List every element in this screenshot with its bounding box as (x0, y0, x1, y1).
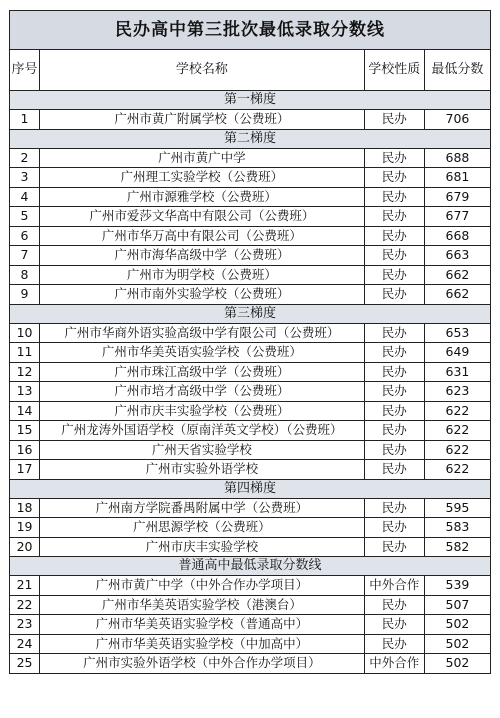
table-row (10, 518, 491, 538)
cell-type: 民办 (364, 246, 424, 266)
cell-school: 广州市珠江高级中学（公费班） (40, 362, 365, 382)
cell-score: 583 (424, 518, 490, 538)
cell-school: 广州市黄广中学 (40, 148, 365, 168)
table-row (10, 440, 491, 460)
cell-type: 民办 (364, 518, 424, 538)
cell-school: 广州市华商外语实验高级中学有限公司（公费班） (40, 323, 365, 343)
cell-score: 623 (424, 382, 490, 402)
cell-no: 19 (10, 518, 40, 538)
table-row (10, 595, 491, 615)
cell-no: 3 (10, 168, 40, 188)
cell-score: 706 (424, 110, 490, 130)
cell-type: 民办 (364, 460, 424, 480)
section-label: 第四梯度 (10, 479, 491, 498)
cell-score: 502 (424, 654, 490, 674)
cell-no: 5 (10, 207, 40, 227)
cell-no: 9 (10, 285, 40, 305)
cell-score: 649 (424, 343, 490, 363)
cell-no: 13 (10, 382, 40, 402)
cell-score: 539 (424, 576, 490, 596)
cell-no: 7 (10, 246, 40, 266)
cell-score: 502 (424, 615, 490, 635)
cell-no: 2 (10, 148, 40, 168)
cell-type: 民办 (364, 343, 424, 363)
cell-type: 民办 (364, 634, 424, 654)
cell-score: 677 (424, 207, 490, 227)
cell-score: 653 (424, 323, 490, 343)
cell-score: 681 (424, 168, 490, 188)
cell-no: 20 (10, 537, 40, 557)
cell-no: 15 (10, 421, 40, 441)
cell-school: 广州市庆丰实验学校（公费班） (40, 401, 365, 421)
cell-no: 17 (10, 460, 40, 480)
section-row (10, 129, 491, 148)
cell-type: 民办 (364, 148, 424, 168)
cell-school: 广州市华美英语实验学校（公费班） (40, 343, 365, 363)
cell-score: 622 (424, 440, 490, 460)
cell-type: 中外合作 (364, 576, 424, 596)
cell-no: 18 (10, 498, 40, 518)
cell-school: 广州市华美英语实验学校（普通高中） (40, 615, 365, 635)
cell-score: 662 (424, 285, 490, 305)
table-row (10, 187, 491, 207)
table-row (10, 382, 491, 402)
cell-no: 11 (10, 343, 40, 363)
table-row (10, 401, 491, 421)
table-row (10, 265, 491, 285)
table-row (10, 537, 491, 557)
table-row (10, 362, 491, 382)
cell-score: 662 (424, 265, 490, 285)
cell-school: 广州市华美英语实验学校（中加高中） (40, 634, 365, 654)
cell-no: 14 (10, 401, 40, 421)
table-row (10, 460, 491, 480)
cell-no: 10 (10, 323, 40, 343)
section-row (10, 557, 491, 576)
header-type: 学校性质 (364, 50, 424, 91)
cell-no: 6 (10, 226, 40, 246)
cell-school: 广州市爱莎文华高中有限公司（公费班） (40, 207, 365, 227)
table-title: 民办高中第三批次最低录取分数线 (10, 11, 491, 50)
cell-school: 广州南方学院番禺附属中学（公费班） (40, 498, 365, 518)
table-row (10, 576, 491, 596)
table-row (10, 168, 491, 188)
table-row (10, 226, 491, 246)
cell-score: 502 (424, 634, 490, 654)
cell-type: 民办 (364, 265, 424, 285)
cell-score: 622 (424, 421, 490, 441)
cell-no: 24 (10, 634, 40, 654)
cell-score: 622 (424, 460, 490, 480)
header-score: 最低分数 (424, 50, 490, 91)
cell-school: 广州市实验外语学校 (40, 460, 365, 480)
cell-no: 8 (10, 265, 40, 285)
header-no: 序号 (10, 50, 40, 91)
cell-school: 广州市黄广中学（中外合作办学项目） (40, 576, 365, 596)
table-row (10, 148, 491, 168)
cell-type: 民办 (364, 382, 424, 402)
cell-score: 582 (424, 537, 490, 557)
table-row (10, 246, 491, 266)
cell-type: 民办 (364, 226, 424, 246)
score-table-container (9, 10, 491, 674)
section-label: 普通高中最低录取分数线 (10, 557, 491, 576)
cell-no: 25 (10, 654, 40, 674)
cell-no: 16 (10, 440, 40, 460)
table-row (10, 654, 491, 674)
cell-score: 631 (424, 362, 490, 382)
cell-type: 民办 (364, 440, 424, 460)
cell-school: 广州天省实验学校 (40, 440, 365, 460)
section-label: 第二梯度 (10, 129, 491, 148)
cell-school: 广州市实验外语学校（中外合作办学项目） (40, 654, 365, 674)
table-title-row (10, 11, 491, 50)
cell-no: 23 (10, 615, 40, 635)
cell-school: 广州市南外实验学校（公费班） (40, 285, 365, 305)
table-row (10, 615, 491, 635)
cell-type: 民办 (364, 323, 424, 343)
cell-type: 民办 (364, 285, 424, 305)
cell-school: 广州市源雅学校（公费班） (40, 187, 365, 207)
cell-type: 民办 (364, 421, 424, 441)
table-header-row (10, 50, 491, 91)
cell-type: 民办 (364, 362, 424, 382)
cell-school: 广州市海华高级中学（公费班） (40, 246, 365, 266)
cell-school: 广州理工实验学校（公费班） (40, 168, 365, 188)
cell-score: 663 (424, 246, 490, 266)
cell-school: 广州市华美英语实验学校（港澳台） (40, 595, 365, 615)
cell-type: 中外合作 (364, 654, 424, 674)
score-table-body (10, 11, 491, 674)
table-row (10, 207, 491, 227)
table-row (10, 285, 491, 305)
cell-school: 广州市为明学校（公费班） (40, 265, 365, 285)
cell-no: 22 (10, 595, 40, 615)
cell-type: 民办 (364, 187, 424, 207)
table-row (10, 323, 491, 343)
table-row (10, 421, 491, 441)
table-row (10, 110, 491, 130)
cell-type: 民办 (364, 615, 424, 635)
cell-score: 668 (424, 226, 490, 246)
cell-score: 507 (424, 595, 490, 615)
cell-score: 595 (424, 498, 490, 518)
cell-type: 民办 (364, 168, 424, 188)
score-table (9, 10, 491, 674)
section-row (10, 91, 491, 110)
cell-no: 4 (10, 187, 40, 207)
header-school: 学校名称 (40, 50, 365, 91)
cell-type: 民办 (364, 595, 424, 615)
section-row (10, 479, 491, 498)
cell-type: 民办 (364, 401, 424, 421)
cell-type: 民办 (364, 110, 424, 130)
cell-school: 广州市培才高级中学（公费班） (40, 382, 365, 402)
cell-no: 21 (10, 576, 40, 596)
cell-school: 广州龙涛外国语学校（原南洋英文学校）（公费班） (40, 421, 365, 441)
cell-type: 民办 (364, 498, 424, 518)
cell-score: 622 (424, 401, 490, 421)
cell-type: 民办 (364, 537, 424, 557)
cell-no: 12 (10, 362, 40, 382)
section-label: 第三梯度 (10, 304, 491, 323)
table-row (10, 343, 491, 363)
cell-no: 1 (10, 110, 40, 130)
table-row (10, 634, 491, 654)
section-label: 第一梯度 (10, 91, 491, 110)
cell-score: 688 (424, 148, 490, 168)
cell-school: 广州市华万高中有限公司（公费班） (40, 226, 365, 246)
table-row (10, 498, 491, 518)
cell-type: 民办 (364, 207, 424, 227)
cell-school: 广州市庆丰实验学校 (40, 537, 365, 557)
cell-school: 广州思源学校（公费班） (40, 518, 365, 538)
cell-score: 679 (424, 187, 490, 207)
section-row (10, 304, 491, 323)
cell-school: 广州市黄广附属学校（公费班） (40, 110, 365, 130)
